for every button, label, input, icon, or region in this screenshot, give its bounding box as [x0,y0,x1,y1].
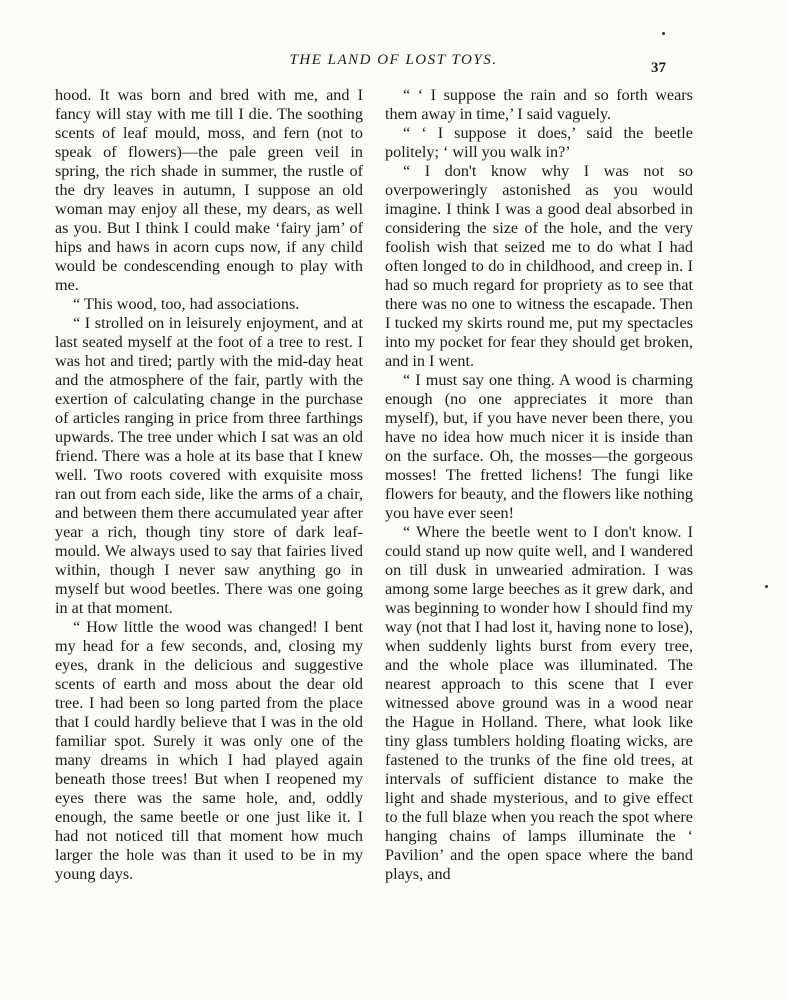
ink-speck [765,585,768,588]
paragraph: “ This wood, too, had associations. [73,295,300,313]
paragraph: “ I strolled on in leisurely enjoyment, and at last seated myself at the foot of a tree to rest. I was hot and tired; partly with the mid-day heat and the atmosphere of the fair, partly with the exertion of calculating change in the purchase of articles ranging in price from three farthings upwards. The tree under which I sat was an old friend. There was a hole at its base that I knew well. Two roots covered with exquisite moss ran out from each side, like the arms of a chair, and between them there accumulated year after year a rich, though tiny store of dark leaf-mould. We always used to say that fairies lived within, though I never saw anything go in myself but wood beetles. There was one going in at that moment. [55,314,363,617]
paragraph: “ Where the beetle went to I don't know. I could stand up now quite well, and I wandered on till dusk in unwearied admiration. I was among some large beeches as it grew dark, and was beginning to wonder how I should find my way (not that I had lost it, having none to lose), when suddenly lights burst from every tree, and the whole place was illuminated. The nearest approach to this scene that I ever witnessed above ground was in a wood near the Hague in Holland. There, what look like tiny glass tumblers holding floating wicks, are fastened to the trunks of the fine old trees, at intervals of sufficient distance to make the light and shade mysterious, and to give effect to the full blaze when you reach the spot where hanging chains of lamps illuminate the ‘ Pavilion’ and the open space where the band plays, and [385,523,693,883]
running-title: THE LAND OF LOST TOYS. [289,52,498,68]
paragraph: “ ‘ I suppose it does,’ said the beetle politely; ‘ will you walk in?’ [385,124,693,161]
paragraph: “ I don't know why I was not so overpoweringly astonished as you would imagine. I think I was a good deal absorbed in considering the size of the hole, and the very foolish wish that seized me to do what I had often longed to do in childhood, and creep in. I had so much regard for propriety as to see that there was no one to witness the escapade. Then I tucked my skirts round me, put my spectacles into my pocket for fear they should get broken, and in I went. [385,162,693,370]
paragraph: “ How little the wood was changed! I bent my head for a few seconds, and, closing my eyes, drank in the delicious and suggestive scents of earth and moss about the dear old tree. I had been so long parted from the place that I could hardly believe that I was in the old familiar spot. Surely it was only one of the many dreams in which I had played again beneath those trees! But when I reopened my eyes there was the same hole, and, oddly enough, the same beetle or one just like it. I had not noticed till that moment how much larger the hole was than it used to be in my young days. [55,618,363,883]
ink-speck [662,32,665,35]
right-column [385,86,693,884]
paragraph: “ ‘ I suppose the rain and so forth wears them away in time,’ I said vaguely. [385,86,693,123]
left-column [55,86,363,884]
page-number: 37 [651,60,666,76]
paragraph: “ I must say one thing. A wood is charming enough (no one appreciates it more than myself), but, if you have never been there, you have no idea how much nicer it is inside than on the surface. Oh, the mosses—the gorgeous mosses! The fretted lichens! The fungi like flowers for beauty, and the flowers like nothing you have ever seen! [385,371,693,522]
paragraph: hood. It was born and bred with me, and I fancy will stay with me till I die. The soothing scents of leaf mould, moss, and fern (not to speak of flowers)—the pale green veil in spring, the rich shade in summer, the rustle of the dry leaves in autumn, I suppose an old woman may enjoy all these, my dears, as well as you. But I think I could make ‘fairy jam’ of hips and haws in acorn cups now, if any child would be condescending enough to play with me. [55,86,363,294]
